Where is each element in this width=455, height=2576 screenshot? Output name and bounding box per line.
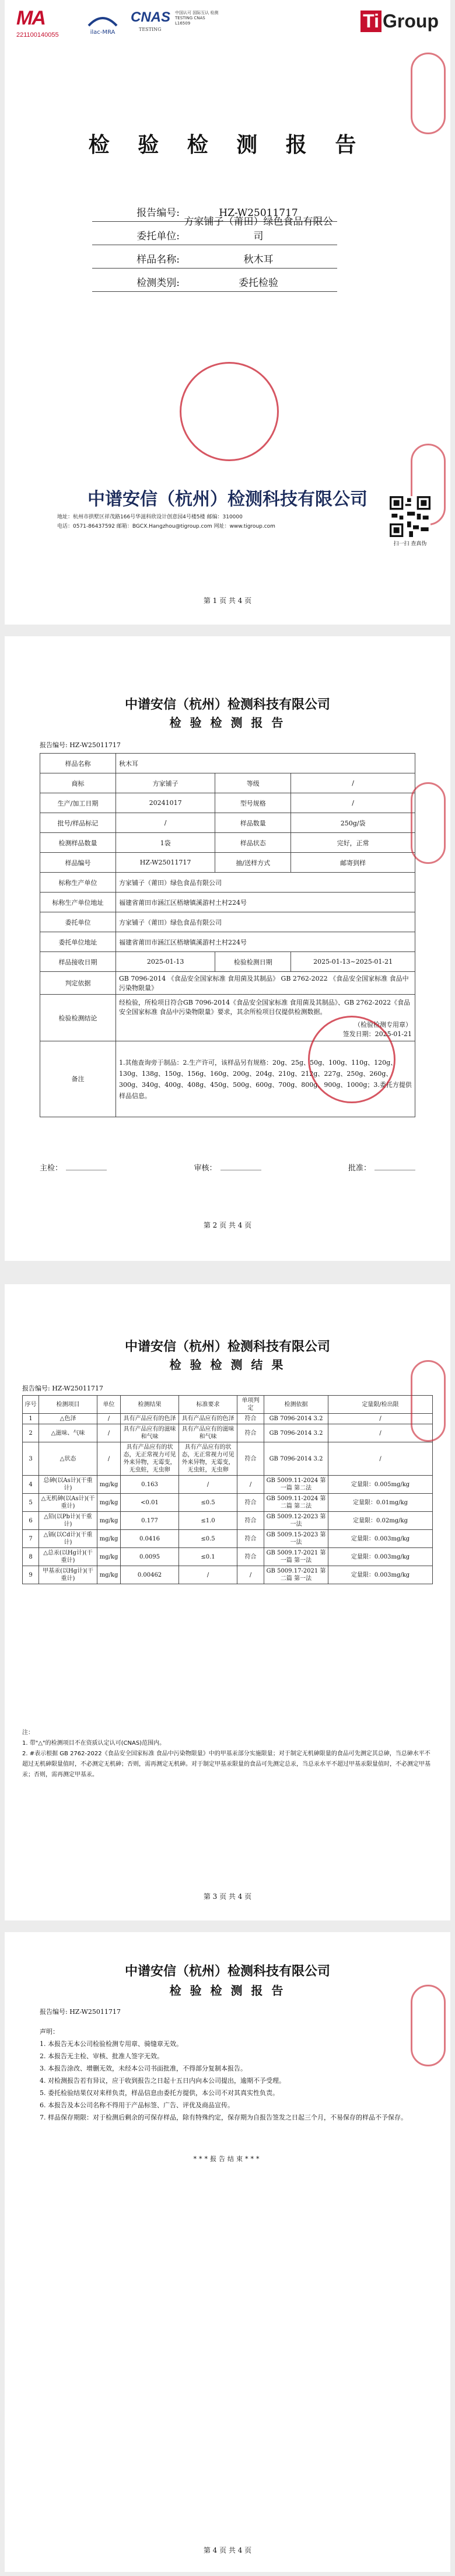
side-seal	[411, 1985, 446, 2066]
page-company: 中谱安信（杭州）检测科技有限公司	[124, 1964, 330, 1979]
field-value: 委托检验	[239, 277, 278, 289]
statement-item: 5. 委托检验结果仅对来样负责，样品信息由委托方提供，本公司不对其真实性负责。	[40, 2089, 279, 2097]
statement-item: 4. 对检测报告若有异议，应于收到报告之日起十五日内向本公司提出，逾期不予受理。	[40, 2077, 285, 2084]
cnas-cert-text: 中国认可 国际互认 检测 TESTING CNAS L16509	[175, 11, 219, 26]
statement-item: 7. 样品保存期限：对于检测后剩余的可保存样品，除有特殊约定，保存期为自报告签发之日起三个月，不易保存的样品不予保存。	[40, 2114, 407, 2121]
tig-word: Group	[383, 11, 439, 32]
side-seal	[411, 1360, 446, 1442]
table-row: 4 总砷(以As计)(干重计) mg/kg 0.163 / / GB 5009.11-2024 第一篇 第二法 定量限：0.005mg/kg	[23, 1476, 433, 1494]
contact-line: 电话：0571-86437592 邮箱：BGCX.Hangzhou@tigroup.com 网址：www.tigroup.com	[57, 524, 275, 529]
sign-date: 签发日期：2025-01-21	[342, 1030, 412, 1038]
table-row: 生产/加工日期 20241017 型号规格 /	[40, 793, 415, 813]
page-title: 检 验 检 测 结 果	[169, 1358, 286, 1372]
side-seal	[411, 782, 446, 864]
statement-title: 声明：	[40, 2028, 59, 2035]
table-row: 6 △铅(以Pb计)(干重计) mg/kg 0.177 ≤1.0 符合 GB 5009.12-2023 第一法 定量限：0.02mg/kg	[23, 1512, 433, 1530]
qr-code-icon	[390, 496, 430, 537]
field-key: 检测类别:	[136, 277, 180, 289]
statement-page	[5, 1932, 450, 2572]
tigroup-logo	[360, 11, 439, 32]
statement-item: 3. 本报告涂改、增删无效，未经本公司书面批准，不得部分复制本报告。	[40, 2065, 247, 2072]
cover-field-row	[92, 245, 337, 269]
cma-logo: MA	[16, 7, 45, 29]
table-row: 商标 方家铺子 等级 /	[40, 773, 415, 793]
signature-row	[40, 1162, 415, 1173]
ilac-label: ilac-MRA	[90, 29, 116, 36]
address-line: 地址：杭州市拱墅区祥茂路166号华滋科欣设计创意园4号楼5楼 邮编：310000	[57, 514, 243, 520]
report-title: 检 验 检 测 报 告	[88, 133, 367, 157]
table-row: 判定依据 GB 7096-2014 《食品安全国家标准 食用菌及其制品》 GB 2762-2022 《食品安全国家标准 食品中污染物限量》	[40, 972, 415, 995]
table-header-row: 序号 检测项目 单位 检测结果 标准要求 单项判定 检测依据 定量限/检出限	[23, 1396, 433, 1414]
note-line: 2. #表示根据 GB 2762-2022《食品安全国家标准 食品中污染物限量》中的甲基汞部分实施限量；对于制定无机砷限量的食品可先测定其总砷，当总砷水平不超过无机砷限量值时，不必测定无机砷；否则，需再测定无机砷。对于制定甲基汞限量的食品可先测定总汞，当总汞水平不超过甲基汞限量值时，不必测定甲基汞；否则，需再测定甲基汞。	[22, 1751, 430, 1778]
cover-fields	[92, 198, 337, 292]
field-key: 样品名称:	[136, 254, 180, 266]
table-row: 检验检测结论 经检验，所检项目符合GB 7096-2014《食品安全国家标准 食用菌及其制品》、GB 2762-2022《食品安全国家标准 食品中污染物限量》要求，其余所检项目仅提供检测数据。 （检验检测专用章） 签发日期：2025-01-21	[40, 995, 415, 1041]
table-row: 样品名称 秋木耳	[40, 754, 415, 773]
table-row: 样品接收日期 2025-01-13 检验检测日期 2025-01-13~2025-01-21	[40, 952, 415, 972]
results-notes	[22, 1728, 433, 1780]
report-summary-page	[5, 636, 450, 1261]
remark-text: 1.其他查询旁于制品：2.生产许可，该样品另有规格：20g、25g、50g、100g、110g、120g、130g、138g、150g、156g、160g、200g、204g、210g、212g、227g、250g、260g、300g、340g、400g、408g、450g、500g、600g、700g、800g、900g、1000g；3.委托方提供样品信息。	[116, 1041, 415, 1117]
page-company: 中谱安信（杭州）检测科技有限公司	[124, 1340, 330, 1354]
table-row: 备注 1.其他查询旁于制品：2.生产许可，该样品另有规格：20g、25g、50g、100g、110g、120g、130g、138g、150g、156g、160g、200g、204g、210g、212g、227g、250g、260g、300g、340g、400g、408g、450g、500g、600g、700g、800g、900g、1000g；3.委托方提供样品信息。	[40, 1041, 415, 1117]
statement-item: 2. 本报告无主检、审核、批准人签字无效。	[40, 2052, 163, 2060]
table-row: 1 △色泽 / 具有产品应有的色泽 具有产品应有的色泽 符合 GB 7096-2014 3.2 /	[23, 1414, 433, 1424]
approver: 批准：	[348, 1162, 415, 1173]
qr-caption: 扫一扫 查真伪	[393, 541, 427, 547]
table-row: 批号/样品标记 / 样品数量 250g/袋	[40, 813, 415, 833]
table-row: 7 △镉(以Cd计)(干重计) mg/kg 0.0416 ≤0.5 符合 GB 5009.15-2023 第一法 定量限：0.003mg/kg	[23, 1530, 433, 1548]
page-number: 第 3 页 共 4 页	[203, 1892, 252, 1901]
conclusion-text: 经检验，所检项目符合GB 7096-2014《食品安全国家标准 食用菌及其制品》、GB 2762-2022《食品安全国家标准 食品中污染物限量》要求，其余所检项目仅提供检测数据。	[119, 998, 411, 1016]
page-number: 第 2 页 共 4 页	[203, 1221, 252, 1229]
report-number: 报告编号: HZ-W25011717	[40, 2008, 121, 2016]
company-address	[57, 513, 349, 531]
cover-field-row	[92, 216, 337, 245]
table-row: 标称生产单位 方家铺子（莆田）绿色食品有限公司	[40, 873, 415, 893]
table-row: 标称生产单位地址 福建省莆田市涵江区梧塘镇溪游村土村224号	[40, 893, 415, 912]
table-row: 委托单位 方家铺子（莆田）绿色食品有限公司	[40, 912, 415, 932]
report-end: ***报告结束***	[193, 2155, 262, 2163]
ilac-mra-logo	[85, 8, 120, 37]
company-name: 中谱安信（杭州）检测科技有限公司	[88, 489, 368, 510]
table-row: 9 甲基汞(以Hg计)(干重计) mg/kg 0.00462 / / GB 5009.17-2021 第二篇 第一法 定量限：0.003mg/kg	[23, 1566, 433, 1584]
results-table	[22, 1395, 433, 1584]
cma-number: 221100140055	[16, 32, 59, 39]
table-row: 委托单位地址 福建省莆田市涵江区梧塘镇溪游村土村224号	[40, 932, 415, 952]
field-key: 报告编号:	[136, 207, 180, 219]
report-number: 报告编号: HZ-W25011717	[22, 1385, 103, 1392]
test-results-page	[5, 1284, 450, 1920]
statement-list	[40, 2026, 415, 2124]
note-line: 注：	[22, 1730, 34, 1736]
accreditation-logos	[16, 7, 439, 42]
table-row: 5 △无机砷(以As计)(干重计) mg/kg <0.01 ≤0.5 符合 GB 5009.11-2024 第二篇 第二法 定量限：0.01mg/kg	[23, 1494, 433, 1512]
table-row: 2 △滋味、气味 / 具有产品应有的滋味和气味 具有产品应有的滋味和气味 符合 GB 7096-2014 3.2 /	[23, 1424, 433, 1442]
inspection-seal	[308, 1016, 396, 1103]
page-number: 第 1 页 共 4 页	[203, 597, 252, 605]
cnas-logo: CNAS	[131, 9, 171, 25]
page-company: 中谱安信（杭州）检测科技有限公司	[124, 698, 330, 712]
field-key: 委托单位:	[136, 231, 180, 242]
table-row: 3 △状态 / 具有产品应有的状态，无正常视力可见外来异物，无霉变，无虫蛀，无虫卵 具有产品应有的状态，无正常视力可见外来异物，无霉变，无虫蛀，无虫卵 符合 GB 7096-2014 3.2 /	[23, 1442, 433, 1476]
page-title: 检 验 检 测 报 告	[169, 716, 286, 730]
side-seal	[411, 53, 446, 134]
field-value: 方家铺子（莆田）绿色食品有限公司	[184, 216, 333, 242]
note-line: 1. 带"△"的检测项目不在资质认定认可(CNAS)范围内。	[22, 1740, 166, 1747]
table-row: 检测样品数量 1袋 样品状态 完好，正常	[40, 833, 415, 853]
field-value: HZ-W25011717	[219, 207, 298, 219]
statement-item: 1. 本报告无本公司检验检测专用章、骑缝章无效。	[40, 2040, 183, 2048]
tig-mark: Ti	[360, 11, 382, 32]
reviewer: 审核：	[194, 1162, 261, 1173]
field-value: 秋木耳	[243, 254, 274, 266]
seal-note: （检验检测专用章）	[354, 1020, 412, 1029]
page-number: 第 4 页 共 4 页	[203, 2546, 252, 2554]
page-title: 检 验 检 测 报 告	[169, 1984, 286, 1998]
report-number: 报告编号: HZ-W25011717	[40, 741, 121, 749]
report-cover-page	[5, 0, 450, 625]
statement-item: 6. 本报告及本公司名称不得用于产品标签、广告、评优及商品宣传。	[40, 2101, 234, 2109]
main-inspector: 主检：	[40, 1162, 107, 1173]
cover-field-row	[92, 269, 337, 292]
cnas-sub: TESTING	[139, 27, 162, 32]
table-row: 样品编号 HZ-W25011717 抽/送样方式 邮寄到样	[40, 853, 415, 873]
table-row: 8 △总汞(以Hg计)(干重计) mg/kg 0.0095 ≤0.1 符合 GB 5009.17-2021 第一篇 第一法 定量限：0.003mg/kg	[23, 1548, 433, 1566]
company-seal	[180, 362, 279, 461]
